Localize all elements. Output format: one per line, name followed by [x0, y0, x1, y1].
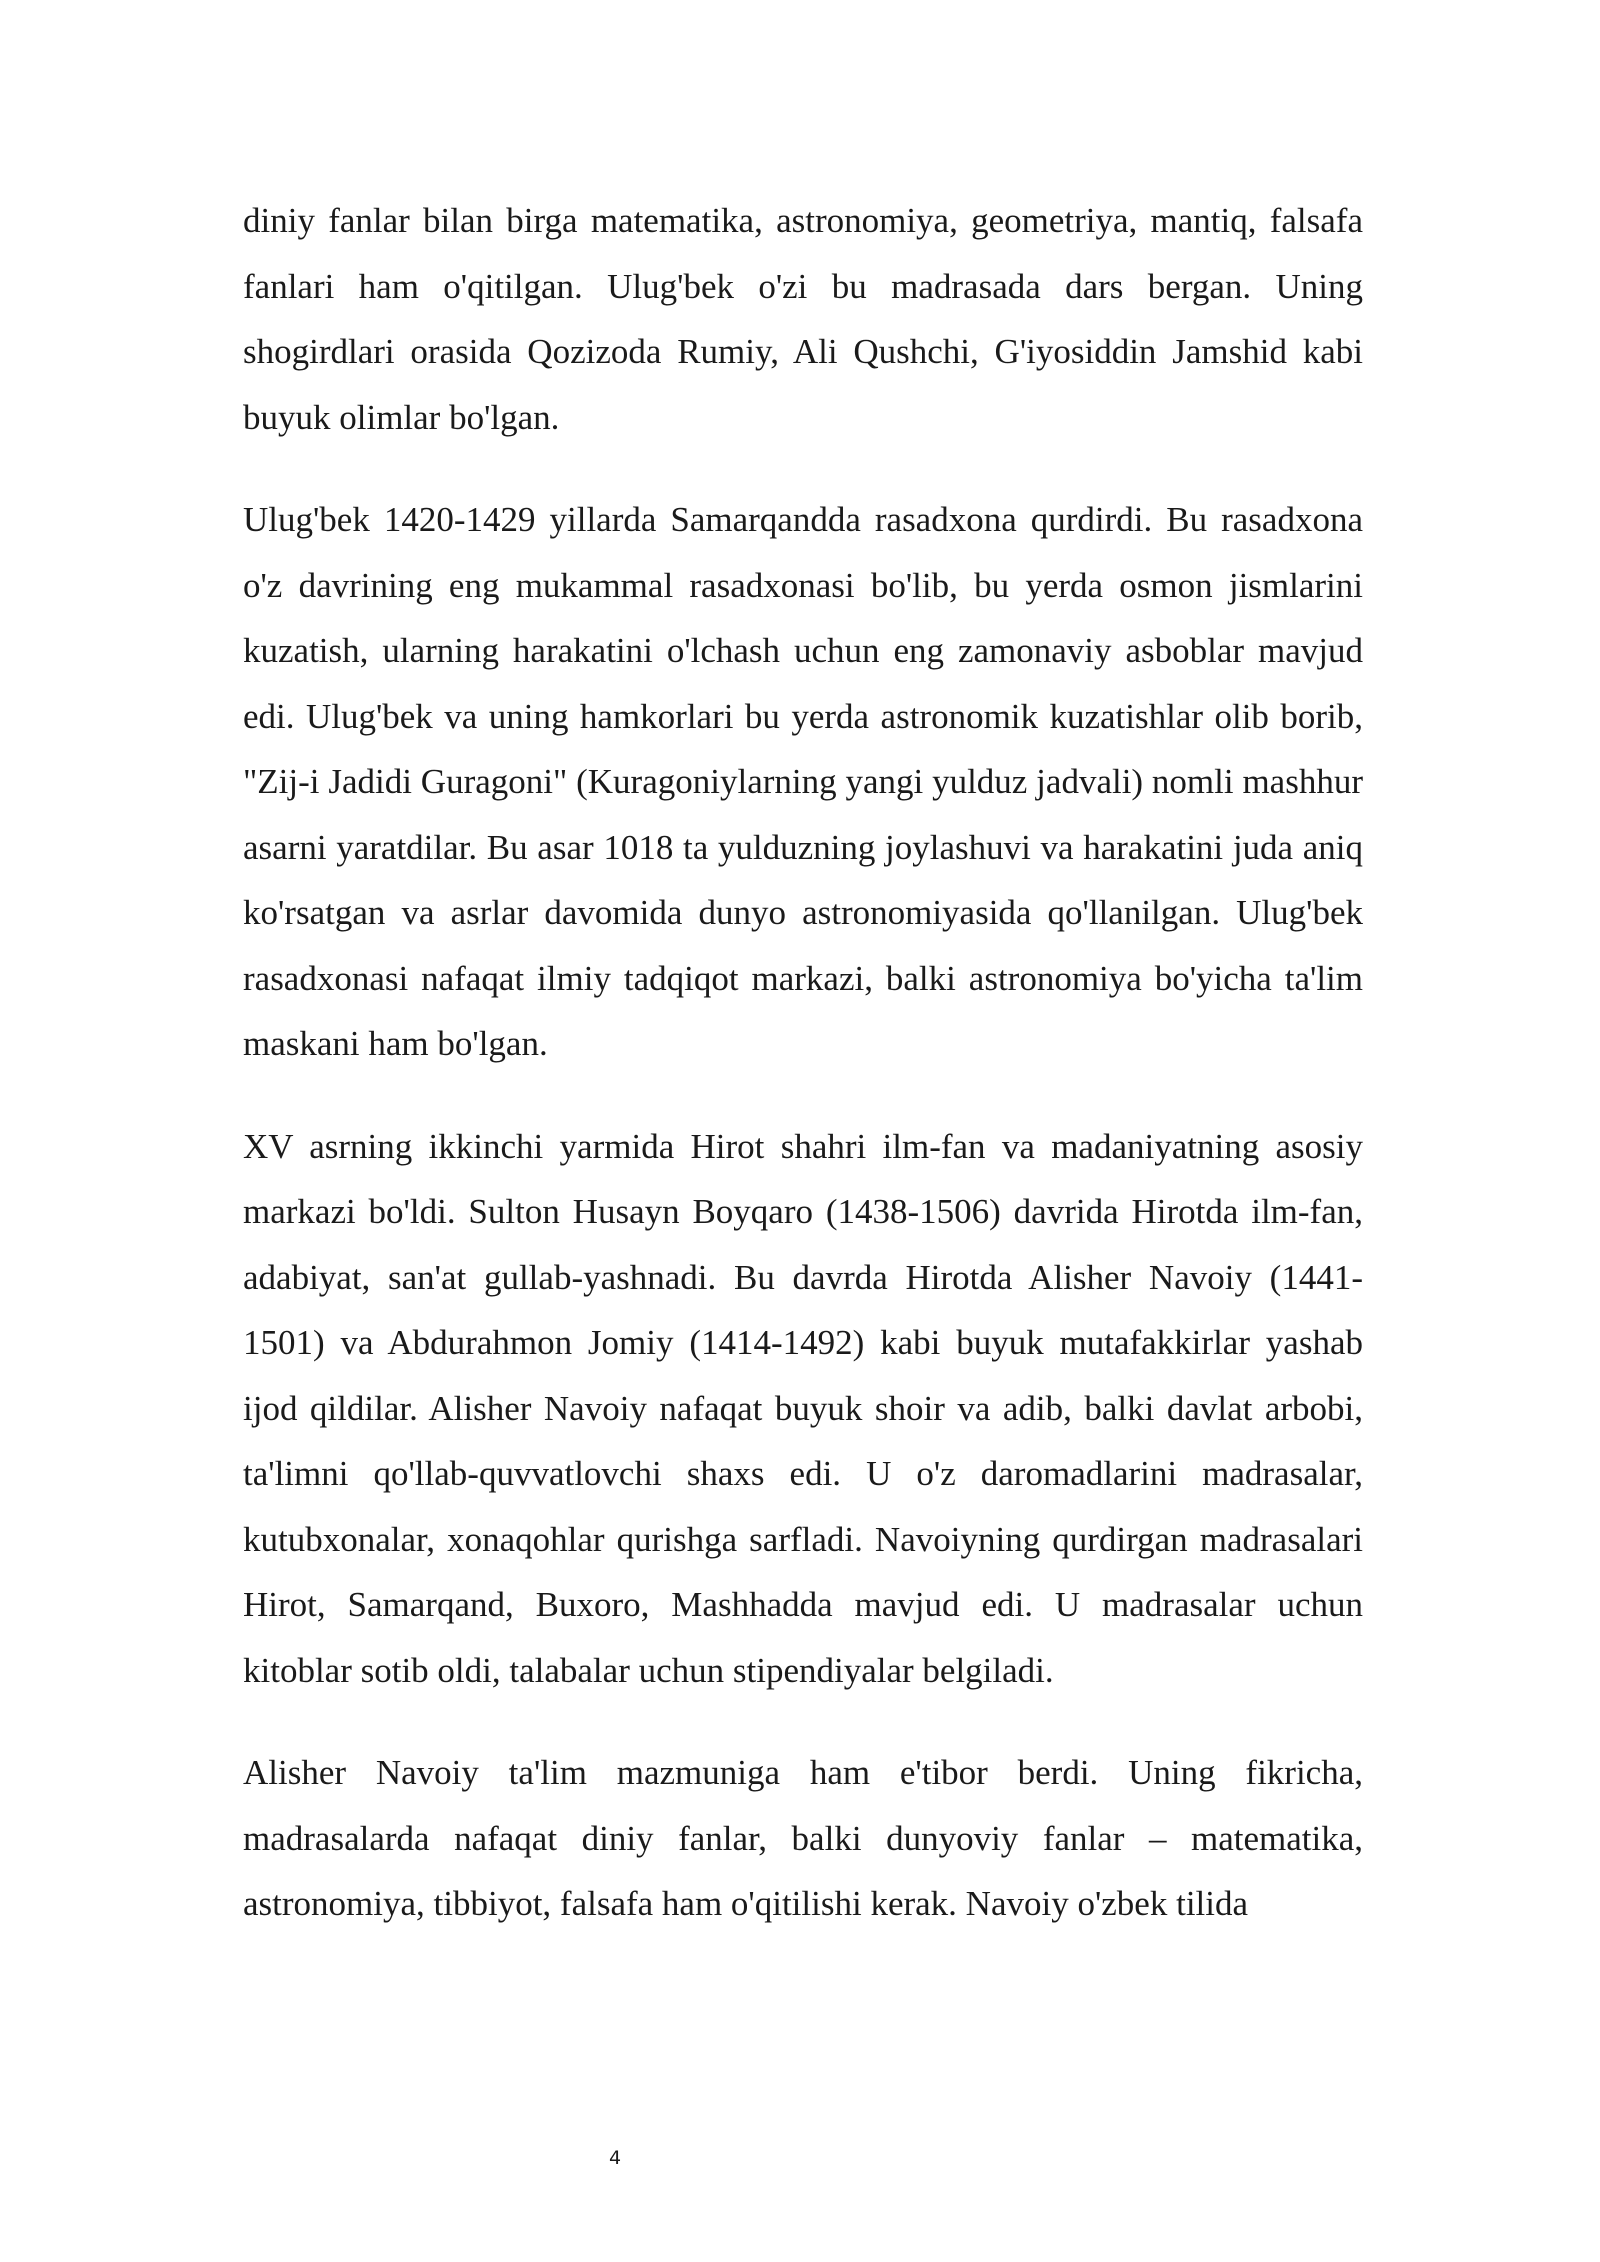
paragraph-herat: XV asrning ikkinchi yarmida Hirot shahri ilm-fan va madaniyatning asosiy markazi bo'ldi. Sulton Husayn Boyqaro (1438-1506) davrida Hirotda ilm-fan, adabiyat, san'at gullab-yashnadi. Bu davrda Hirotda Alisher Navoiy (1441-1501) va Abdurahmon Jomiy (1414-1492) kabi buyuk mutafakkirlar yashab ijod qildilar. Alisher Navoiy nafaqat buyuk shoir va adib, balki davlat arbobi, ta'limni qo'llab-quvvatlovchi shaxs edi. U o'z daromadlarini madrasalar, kutubxonalar, xonaqohlar qurishga sarfladi. Navoiyning qurdirgan madrasalari Hirot, Samarqand, Buxoro, Mashhadda mavjud edi. U madrasalar uchun kitoblar sotib oldi, talabalar uchun stipendiyalar belgiladi.	[243, 1126, 1363, 1690]
page-number: 4	[608, 2147, 622, 2169]
body-text	[243, 188, 1363, 1974]
paragraph-observatory: Ulug'bek 1420-1429 yillarda Samarqandda rasadxona qurdirdi. Bu rasadxona o'z davrining eng mukammal rasadxonasi bo'lib, bu yerda osmon jismlarini kuzatish, ularning harakatini o'lchash uchun eng zamonaviy asboblar mavjud edi. Ulug'bek va uning hamkorlari bu yerda astronomik kuzatishlar olib borib, "Zij-i Jadidi Guragoni" (Kuragoniylarning yangi yulduz jadvali) nomli mashhur asarni yaratdilar. Bu asar 1018 ta yulduzning joylashuvi va harakatini juda aniq ko'rsatgan va asrlar davomida dunyo astronomiyasida qo'llanilgan. Ulug'bek rasadxonasi nafaqat ilmiy tadqiqot markazi, balki astronomiya bo'yicha ta'lim maskani ham bo'lgan.	[243, 500, 1363, 1063]
paragraph-navoiy-education: Alisher Navoiy ta'lim mazmuniga ham e'tibor berdi. Uning fikricha, madrasalarda nafaqat diniy fanlar, balki dunyoviy fanlar – matematika, astronomiya, tibbiyot, falsafa ham o'qitilishi kerak. Navoiy o'zbek tilida	[243, 1753, 1363, 1923]
paragraph-madrasa-subjects: diniy fanlar bilan birga matematika, astronomiya, geometriya, mantiq, falsafa fanlari ham o'qitilgan. Ulug'bek o'zi bu madrasada dars bergan. Uning shogirdlari orasida Qozizoda Rumiy, Ali Qushchi, G'iyosiddin Jamshid kabi buyuk olimlar bo'lgan.	[243, 201, 1363, 437]
